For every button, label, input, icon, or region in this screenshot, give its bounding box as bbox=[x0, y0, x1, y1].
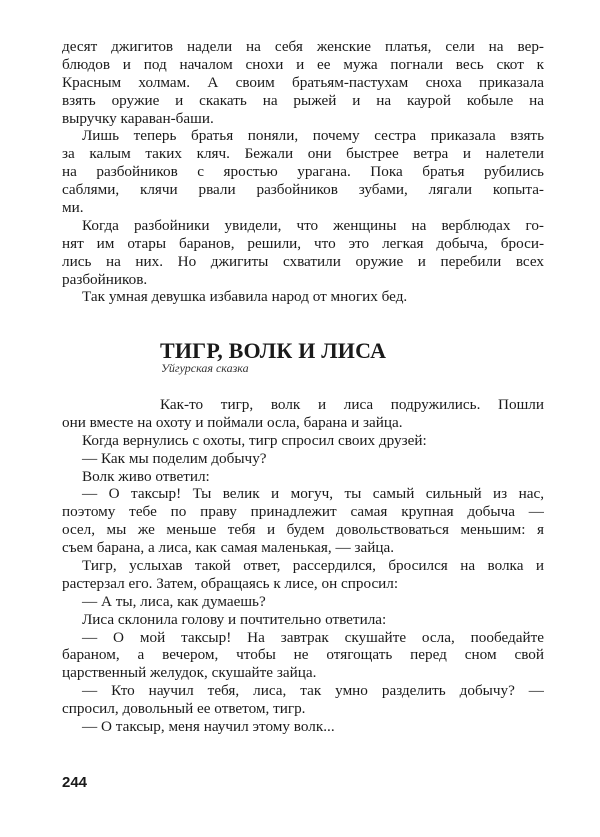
text-line: Тигр, услыхав такой ответ, рассердился, бросился на волка и bbox=[82, 557, 544, 575]
text-line: Красным холмам. А своим братьям-пастухам сноха приказала bbox=[62, 73, 544, 91]
text-line: Лиса склонила голову и почтительно ответила: bbox=[82, 610, 387, 628]
text-line: лись на них. Но джигиты схватили оружие и перебили всех bbox=[62, 252, 544, 270]
text-line: бараном, а вечером, чтобы не отягощать перед сном свой bbox=[62, 646, 544, 664]
text-line: Лишь теперь братья поняли, почему сестра приказала взять bbox=[82, 127, 544, 145]
text-line: они вместе на охоту и поймали осла, барана и зайца. bbox=[62, 413, 403, 431]
text-line: взять оружие и скакать на рыжей и на каурой кобыле на bbox=[62, 91, 544, 109]
text-line: растерзал его. Затем, обращаясь к лисе, он спросил: bbox=[62, 574, 399, 592]
text-line: за калым таких кляч. Бежали они быстрее ветра и налетели bbox=[62, 145, 544, 163]
text-line: десят джигитов надели на себя женские платья, сели на вер- bbox=[62, 38, 544, 55]
text-line: Когда разбойники увидели, что женщины на верблюдах го- bbox=[82, 216, 544, 234]
text-line: — О мой таксыр! На завтрак скушайте осла, пообедайте bbox=[82, 628, 544, 646]
page-number: 244 bbox=[62, 774, 88, 791]
text-line: спросил, довольный ее ответом, тигр. bbox=[62, 700, 306, 718]
text-line: нят им отары баранов, решили, что это легкая добыча, броси- bbox=[62, 234, 544, 252]
text-line: съем барана, а лиса, как самая маленькая, — зайца. bbox=[62, 539, 395, 557]
text-line: выручку караван-баши. bbox=[62, 109, 214, 127]
text-line: осел, мы же меньше тебя и будем довольствоваться меньшим: я bbox=[62, 521, 544, 539]
text-line: — А ты, лиса, как думаешь? bbox=[82, 592, 266, 610]
text-line: — О таксыр! Ты велик и могуч, ты самый сильный из нас, bbox=[82, 485, 544, 503]
text-line: Волк живо ответил: bbox=[82, 467, 210, 485]
text-line: Так умная девушка избавила народ от многих бед. bbox=[82, 288, 408, 306]
text-line: Как-то тигр, волк и лиса подружились. Пошли bbox=[160, 396, 544, 413]
text-line: на разбойников с яростью урагана. Пока братья рубились bbox=[62, 163, 544, 181]
text-line: царственный желудок, скушайте зайца. bbox=[62, 664, 317, 682]
story-title: ТИГР, ВОЛК И ЛИСА bbox=[160, 338, 387, 363]
text-line: саблями, клячи рвали разбойников зубами, лягали копыта- bbox=[62, 181, 544, 199]
text-line: блюдов и под началом снохи и ее мужа погнали весь скот к bbox=[62, 55, 544, 73]
text-line: — О таксыр, меня научил этому волк... bbox=[82, 718, 335, 736]
story-subtitle: Уйгурская сказка bbox=[161, 361, 249, 375]
story-body bbox=[62, 396, 544, 736]
text-line: — Кто научил тебя, лиса, так умно разделить добычу? — bbox=[82, 682, 544, 700]
text-line: — Как мы поделим добычу? bbox=[82, 449, 267, 467]
text-line: разбойников. bbox=[62, 270, 148, 288]
text-line: Когда вернулись с охоты, тигр спросил своих друзей: bbox=[82, 431, 427, 449]
text-line: поэтому тебе по праву принадлежит самая крупная добыча — bbox=[62, 503, 544, 521]
previous-story-ending bbox=[62, 38, 544, 306]
text-line: ми. bbox=[62, 199, 84, 217]
